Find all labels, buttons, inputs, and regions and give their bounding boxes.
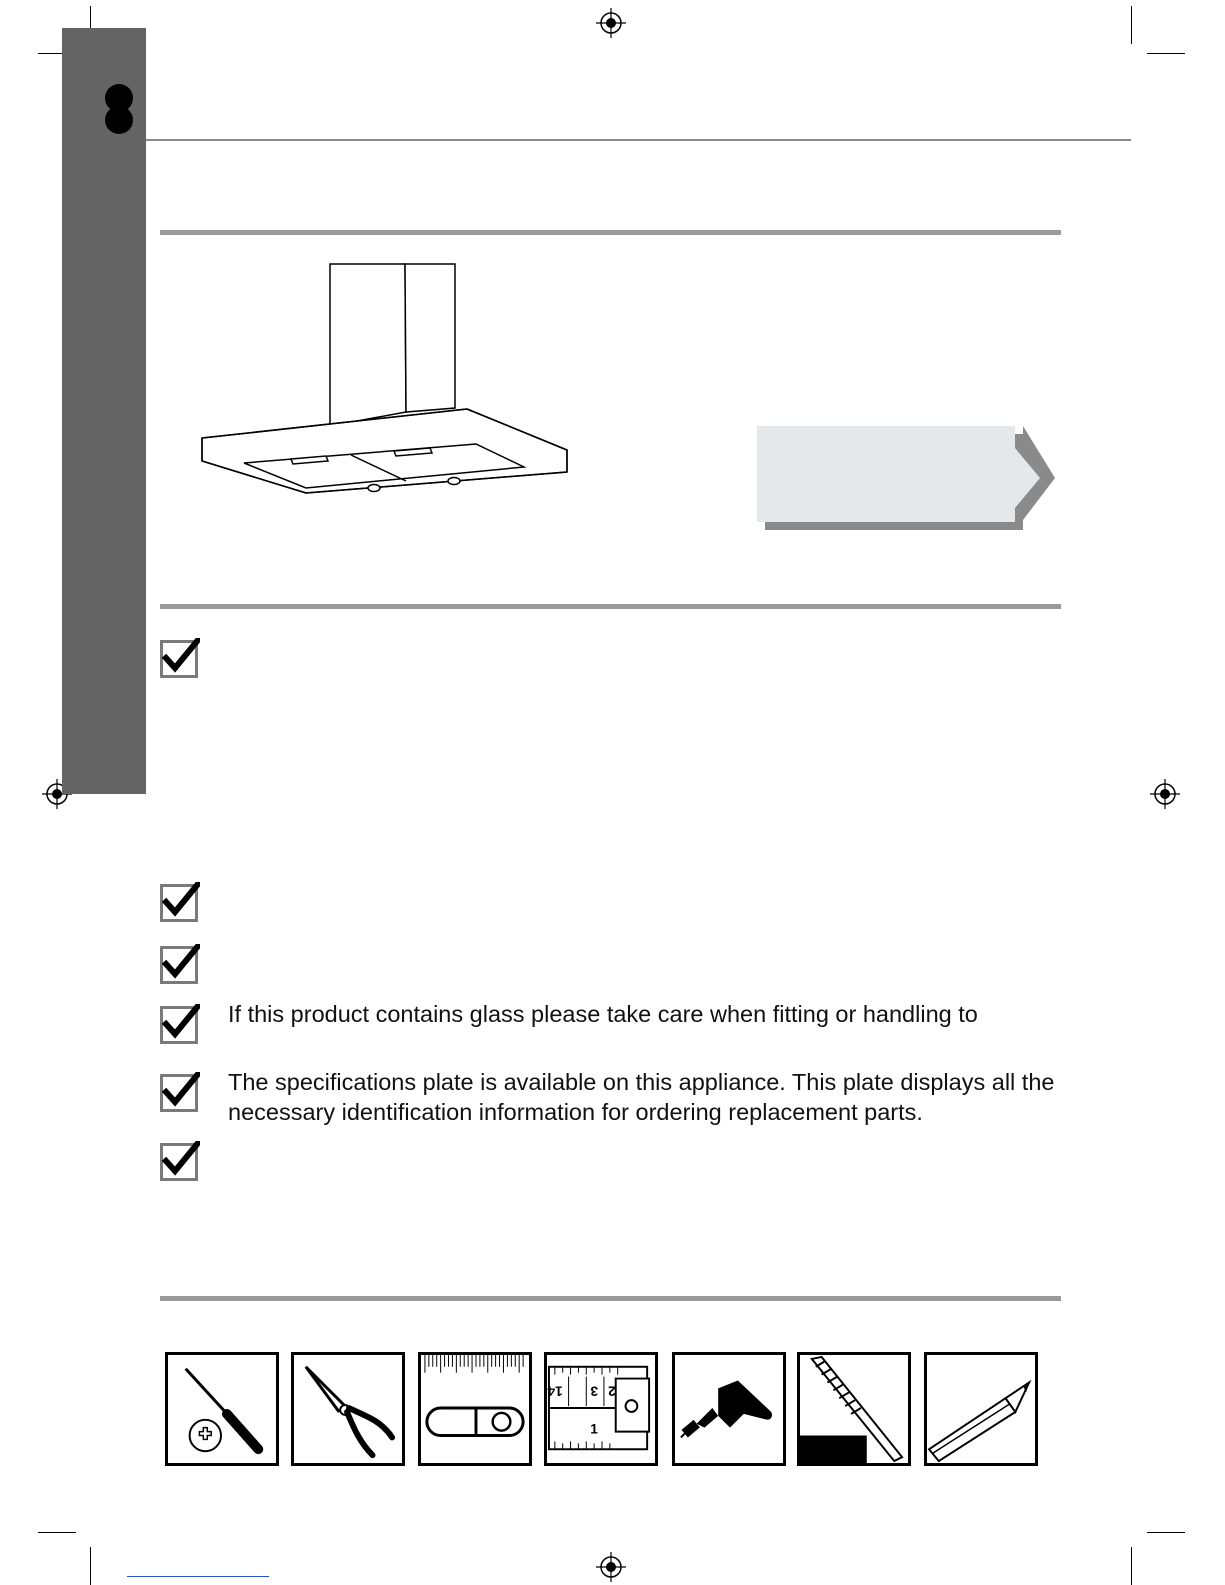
page-indicator-dot xyxy=(105,106,133,134)
drill-bit-icon xyxy=(797,1352,911,1466)
registration-mark-icon xyxy=(596,1552,626,1582)
tape-digit: 2 xyxy=(608,1383,616,1399)
tape-digit: 14 xyxy=(547,1383,563,1399)
crop-mark xyxy=(1147,53,1185,54)
checkbox-checked-icon xyxy=(160,1004,200,1044)
screwdriver-icon xyxy=(165,1352,279,1466)
footer-link-underline xyxy=(127,1576,269,1577)
pliers-icon xyxy=(291,1352,405,1466)
registration-mark-icon xyxy=(596,8,626,38)
tape-digit: 3 xyxy=(590,1383,599,1399)
pencil-icon xyxy=(924,1352,1038,1466)
checkbox-checked-icon xyxy=(160,944,200,984)
spirit-level-icon xyxy=(418,1352,532,1466)
checkbox-checked-icon xyxy=(160,1141,200,1181)
crop-mark xyxy=(1147,1532,1185,1533)
section-divider xyxy=(160,604,1061,609)
drill-icon xyxy=(672,1352,786,1466)
header-rule xyxy=(146,139,1131,141)
crop-mark xyxy=(1131,6,1132,44)
checkbox-checked-icon xyxy=(160,882,200,922)
note-text: The specifications plate is available on this appliance. This plate displays all the necessary identification information for ordering replacement parts. xyxy=(228,1069,1055,1125)
crop-mark xyxy=(1131,1547,1132,1585)
callout-arrow-box xyxy=(755,424,1055,539)
cooker-hood-illustration xyxy=(196,260,576,500)
section-divider xyxy=(160,230,1061,235)
checkbox-checked-icon xyxy=(160,638,200,678)
section-divider xyxy=(160,1296,1061,1301)
crop-mark xyxy=(38,1532,76,1533)
sidebar-band xyxy=(62,28,146,794)
checkbox-checked-icon xyxy=(160,1072,200,1112)
tape-digit: 1 xyxy=(590,1421,598,1437)
crop-mark xyxy=(90,1547,91,1585)
registration-mark-icon xyxy=(1150,779,1180,809)
tape-measure-icon xyxy=(544,1352,658,1466)
note-text: If this product contains glass please take care when fitting or handling to xyxy=(228,1001,978,1027)
